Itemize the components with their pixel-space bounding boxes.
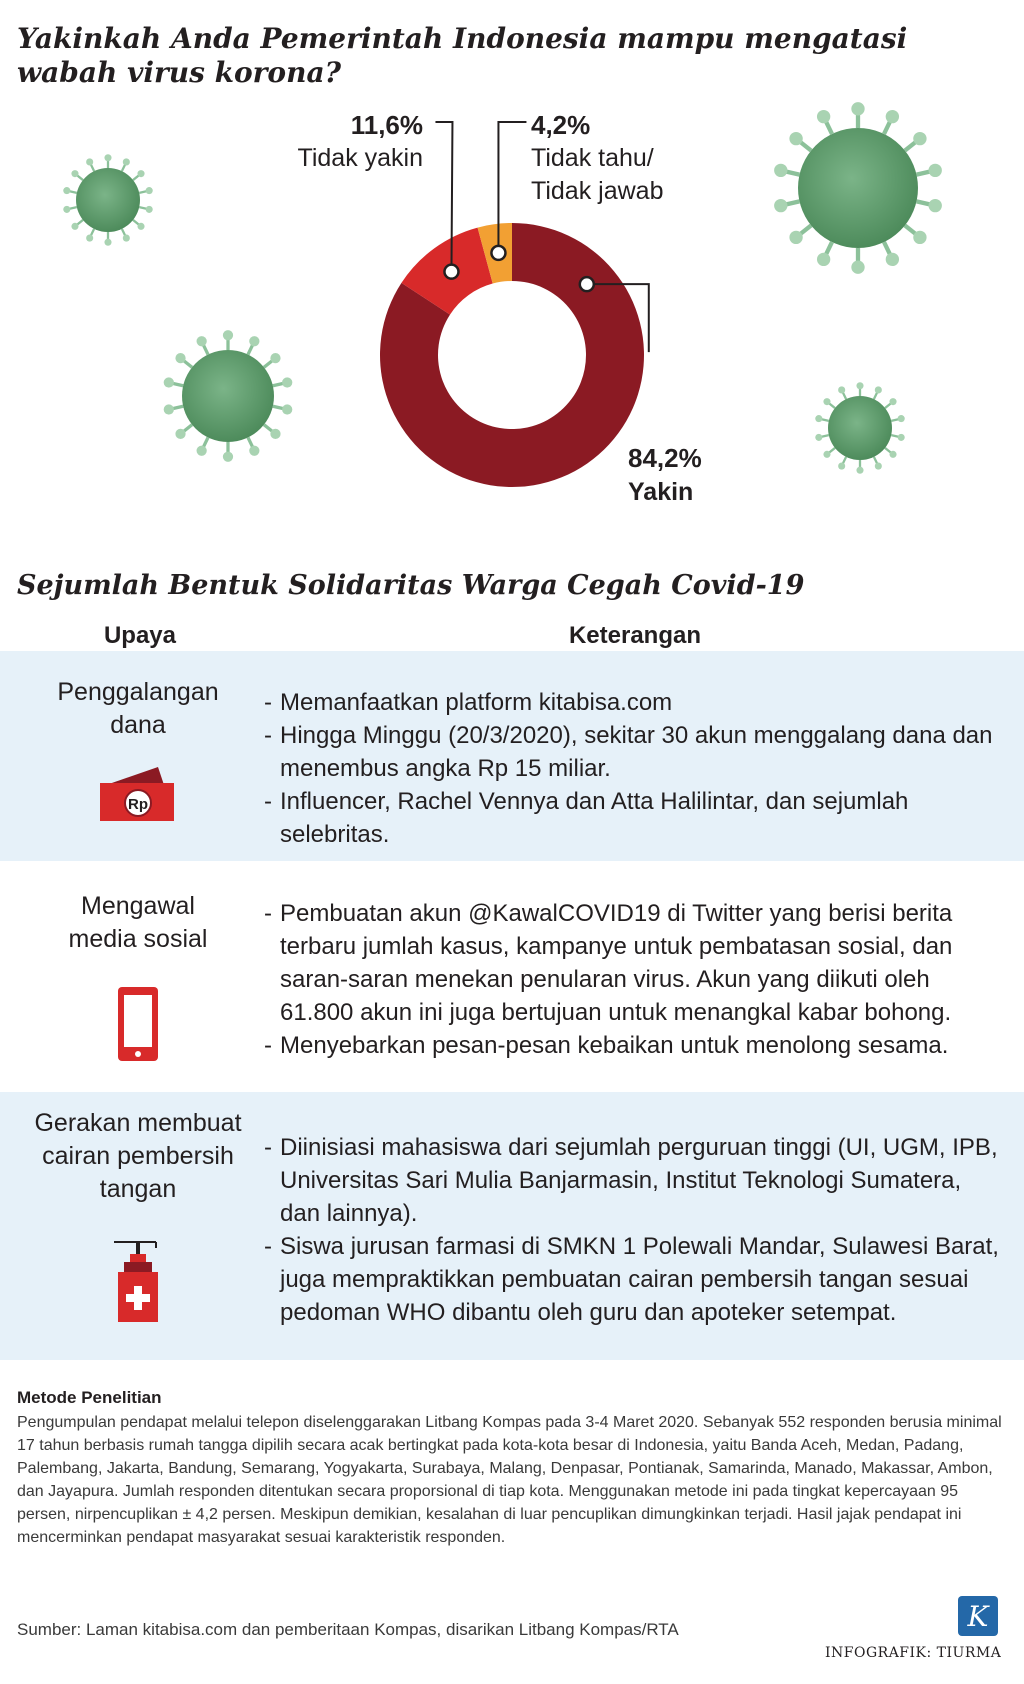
method-title: Metode Penelitian <box>17 1388 162 1407</box>
method-body: Pengumpulan pendapat melalui telepon diselenggarakan Litbang Kompas pada 3-4 Maret 2020. Sebanyak 552 responden berusia minimal 17 tahun berbasis rumah tangga dipilih secara acak bertingkat pada kota-kota besar di Indonesia, yaitu Banda Aceh, Medan, Padang, Palembang, Jakarta, Bandung, Semarang, Yogyakarta, Surabaya, Malang, Denpasar, Pontianak, Samarinda, Manado, Makassar, Ambon, dan Jayapura. Jumlah responden ditentukan secara proporsional di tiap kota. Menggunakan metode ini pada tingkat kepercayaan 95 persen, nirpencuplikan ± 4,2 persen. Meskipun demikian, kesalahan di luar pencuplikan dimungkinkan terjadi. Hasil jajak pendapat ini mencerminkan pendapat masyarakat sesuai karakteristik responden. <box>17 1414 1002 1546</box>
list-item: - Memanfaatkan platform kitabisa.com <box>262 686 1002 719</box>
list-item: - Siswa jurusan farmasi di SMKN 1 Polewali Mandar, Sulawesi Barat, juga mempraktikkan pembuatan cairan pembersih tangan sesuai pedoman WHO dibantu oleh guru dan apoteker setempat. <box>262 1230 1002 1329</box>
rp-label: Rp <box>128 796 148 813</box>
list-item: - Hingga Minggu (20/3/2020), sekitar 30 akun menggalang dana dan menembus angka Rp 15 miliar. <box>262 719 1002 785</box>
row-description <box>262 1131 1002 1329</box>
row-label-line: Penggalangan <box>57 678 219 706</box>
hand-sanitizer-icon <box>110 1238 170 1324</box>
virus-illustration <box>774 102 942 274</box>
list-item: - Influencer, Rachel Vennya dan Atta Halilintar, dan sejumlah selebritas. <box>262 785 1002 851</box>
list-item: - Diinisiasi mahasiswa dari sejumlah perguruan tinggi (UI, UGM, IPB, Universitas Sari Mulia Banjarmasin, Institut Teknologi Sumatera, dan lainnya). <box>262 1131 1002 1230</box>
row-label <box>28 890 248 956</box>
slice-label-tidak-tahu: Tidak tahu/ <box>531 144 654 172</box>
row-description <box>262 897 1002 1062</box>
row-description <box>262 686 1002 851</box>
column-header-keterangan: Keterangan <box>568 622 702 649</box>
row-label <box>28 676 248 742</box>
slice-label-tidak-yakin: Tidak yakin <box>297 144 423 172</box>
list-item: - Menyebarkan pesan-pesan kebaikan untuk menolong sesama. <box>262 1029 1002 1062</box>
virus-illustration <box>164 330 293 462</box>
row-label <box>28 1107 248 1206</box>
smartphone-icon <box>116 985 160 1063</box>
row-label-line: media sosial <box>68 925 208 953</box>
slice-label-tidak-tahu: Tidak jawab <box>531 177 664 205</box>
section-title: Sejumlah Bentuk Solidaritas Warga Cegah Covid-19 <box>17 570 805 601</box>
money-envelope-icon <box>98 763 178 823</box>
row-label-line: Mengawal <box>81 892 195 920</box>
slice-value-yakin: 84,2% <box>628 443 702 473</box>
kompas-logo <box>958 1596 998 1636</box>
leader-dot <box>491 246 505 260</box>
logo-letter: K <box>967 1600 989 1633</box>
infographic-credit: INFOGRAFIK: TIURMA <box>825 1645 1002 1661</box>
row-label-line: Gerakan membuat <box>34 1109 242 1137</box>
donut-chart <box>0 100 1024 520</box>
leader-dot <box>444 265 458 279</box>
leader-dot <box>580 277 594 291</box>
column-header-upaya: Upaya <box>103 622 177 649</box>
row-label-line: dana <box>110 711 166 739</box>
slice-value-tidak-yakin: 11,6% <box>350 110 423 140</box>
slice-label-yakin: Yakin <box>628 478 694 506</box>
row-label-line: tangan <box>99 1175 177 1203</box>
list-item: - Pembuatan akun @KawalCOVID19 di Twitter yang berisi berita terbaru jumlah kasus, kampanye untuk pembatasan sosial, dan saran-saran menekan penularan virus. Akun yang diikuti oleh 61.800 akun ini juga bertujuan untuk menangkal kabar bohong. <box>262 897 1002 1029</box>
virus-illustration <box>63 154 152 246</box>
source-note: Sumber: Laman kitabisa.com dan pemberitaan Kompas, disarikan Litbang Kompas/RTA <box>17 1620 679 1639</box>
row-label-line: cairan pembersih <box>42 1142 234 1170</box>
chart-title: Yakinkah Anda Pemerintah Indonesia mampu mengatasi wabah virus korona? <box>17 22 908 89</box>
slice-value-tidak-tahu: 4,2% <box>531 110 591 140</box>
virus-illustration <box>815 382 904 474</box>
